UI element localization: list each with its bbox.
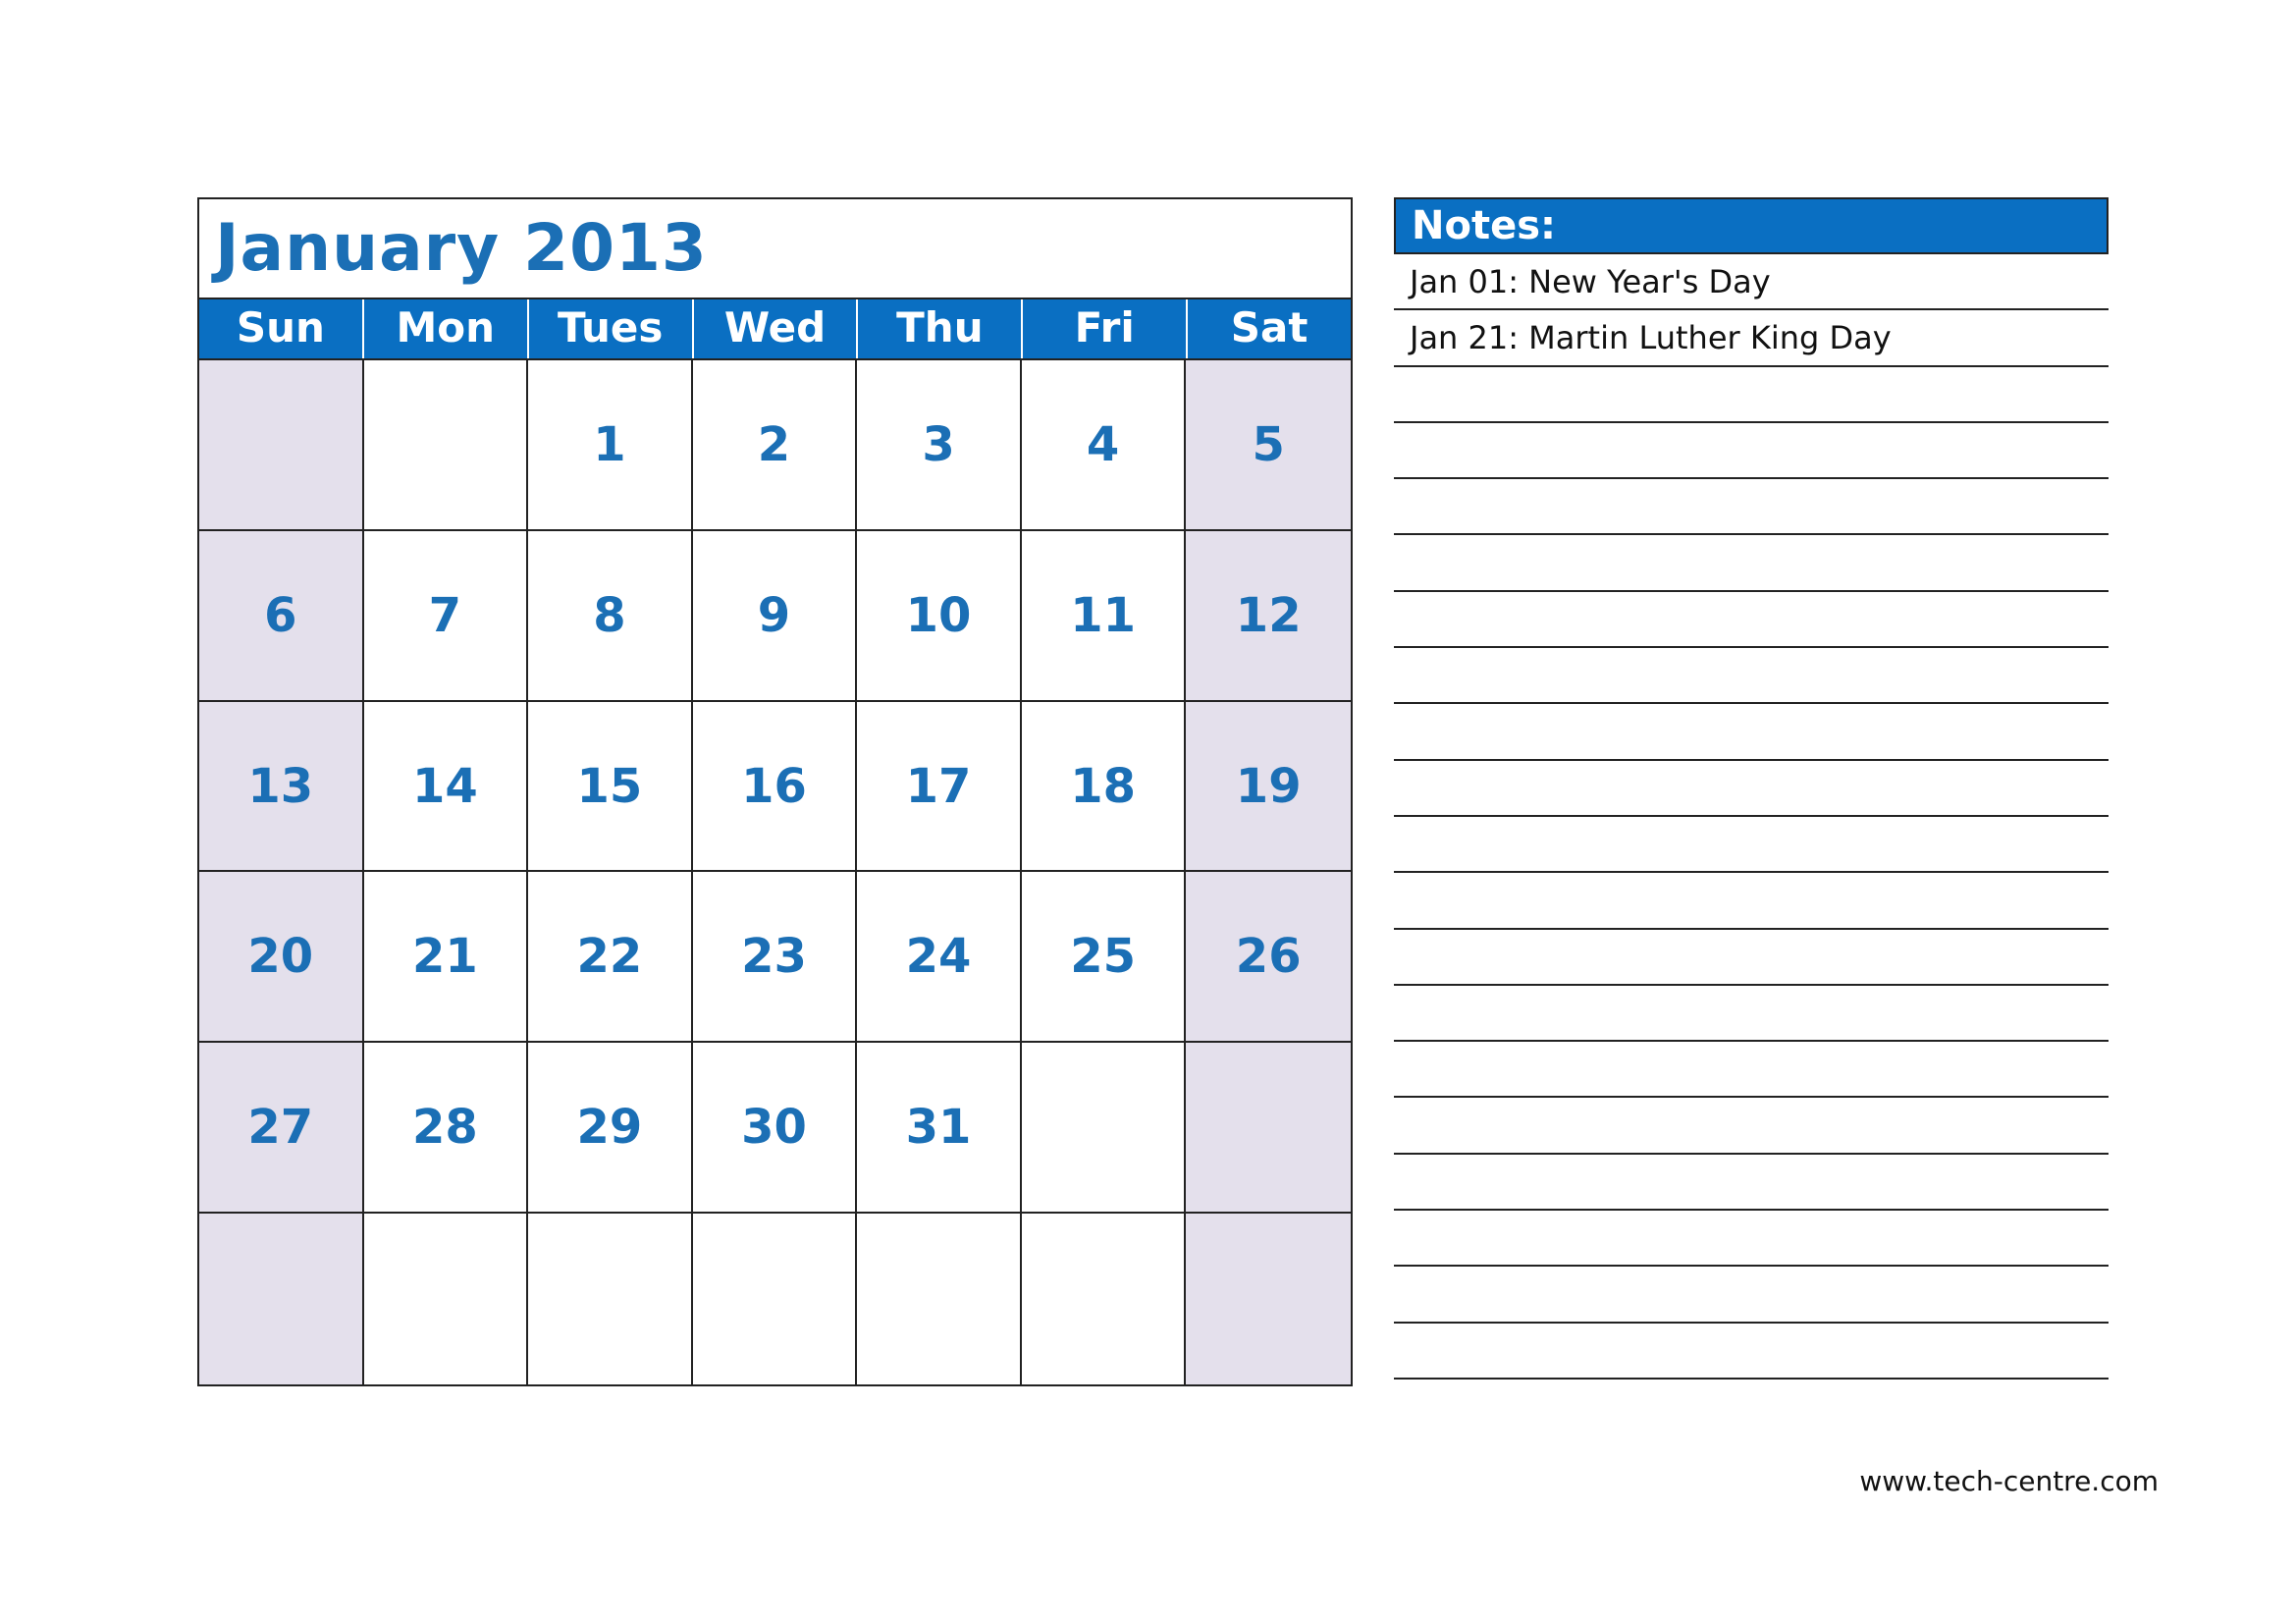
- note-blank-line[interactable]: [1394, 592, 2109, 648]
- empty-day-cell[interactable]: [1022, 1043, 1187, 1214]
- empty-day-cell[interactable]: [199, 1214, 364, 1384]
- day-cell-8[interactable]: 8: [528, 531, 693, 702]
- weekday-header-mon: Mon: [364, 299, 529, 358]
- note-blank-line[interactable]: [1394, 1042, 2109, 1098]
- day-cell-2[interactable]: 2: [693, 360, 858, 531]
- note-blank-line[interactable]: [1394, 1211, 2109, 1267]
- note-blank-line[interactable]: [1394, 648, 2109, 704]
- day-cell-9[interactable]: 9: [693, 531, 858, 702]
- empty-day-cell[interactable]: [1186, 1043, 1351, 1214]
- day-cell-17[interactable]: 17: [857, 702, 1022, 873]
- calendar: [197, 197, 1353, 1386]
- empty-day-cell[interactable]: [199, 360, 364, 531]
- empty-day-cell[interactable]: [1186, 1214, 1351, 1384]
- empty-day-cell[interactable]: [1022, 1214, 1187, 1384]
- note-blank-line[interactable]: [1394, 367, 2109, 423]
- notes-header: Notes:: [1394, 197, 2109, 254]
- day-cell-21[interactable]: 21: [364, 872, 529, 1043]
- empty-day-cell[interactable]: [857, 1214, 1022, 1384]
- day-cell-23[interactable]: 23: [693, 872, 858, 1043]
- day-cell-30[interactable]: 30: [693, 1043, 858, 1214]
- weekday-header-fri: Fri: [1023, 299, 1188, 358]
- day-cell-20[interactable]: 20: [199, 872, 364, 1043]
- note-blank-line[interactable]: [1394, 873, 2109, 929]
- day-cell-16[interactable]: 16: [693, 702, 858, 873]
- note-blank-line[interactable]: [1394, 1155, 2109, 1211]
- calendar-grid: [199, 360, 1351, 1384]
- day-cell-18[interactable]: 18: [1022, 702, 1187, 873]
- note-blank-line[interactable]: [1394, 930, 2109, 986]
- empty-day-cell[interactable]: [693, 1214, 858, 1384]
- day-cell-14[interactable]: 14: [364, 702, 529, 873]
- empty-day-cell[interactable]: [528, 1214, 693, 1384]
- weekday-header-tues: Tues: [529, 299, 694, 358]
- calendar-title: January 2013: [215, 210, 708, 286]
- day-cell-26[interactable]: 26: [1186, 872, 1351, 1043]
- note-blank-line[interactable]: [1394, 761, 2109, 817]
- day-cell-15[interactable]: 15: [528, 702, 693, 873]
- day-cell-12[interactable]: 12: [1186, 531, 1351, 702]
- weekday-header-sun: Sun: [199, 299, 364, 358]
- day-cell-28[interactable]: 28: [364, 1043, 529, 1214]
- day-cell-4[interactable]: 4: [1022, 360, 1187, 531]
- day-cell-7[interactable]: 7: [364, 531, 529, 702]
- day-cell-24[interactable]: 24: [857, 872, 1022, 1043]
- note-blank-line[interactable]: [1394, 423, 2109, 479]
- weekday-header-thu: Thu: [858, 299, 1023, 358]
- note-blank-line[interactable]: [1394, 986, 2109, 1042]
- day-cell-29[interactable]: 29: [528, 1043, 693, 1214]
- note-entry[interactable]: Jan 21: Martin Luther King Day: [1394, 310, 2109, 366]
- day-cell-5[interactable]: 5: [1186, 360, 1351, 531]
- day-cell-3[interactable]: 3: [857, 360, 1022, 531]
- note-blank-line[interactable]: [1394, 1267, 2109, 1323]
- note-blank-line[interactable]: [1394, 1324, 2109, 1380]
- day-cell-19[interactable]: 19: [1186, 702, 1351, 873]
- day-cell-27[interactable]: 27: [199, 1043, 364, 1214]
- day-cell-25[interactable]: 25: [1022, 872, 1187, 1043]
- note-entry[interactable]: Jan 01: New Year's Day: [1394, 254, 2109, 310]
- notes-panel: [1394, 197, 2109, 1380]
- day-cell-31[interactable]: 31: [857, 1043, 1022, 1214]
- day-cell-1[interactable]: 1: [528, 360, 693, 531]
- day-cell-13[interactable]: 13: [199, 702, 364, 873]
- note-blank-line[interactable]: [1394, 479, 2109, 535]
- notes-lines: [1394, 254, 2109, 1380]
- footer-url: www.tech-centre.com: [1859, 1465, 2159, 1497]
- weekday-header-sat: Sat: [1230, 303, 1308, 352]
- day-cell-6[interactable]: 6: [199, 531, 364, 702]
- note-blank-line[interactable]: [1394, 535, 2109, 591]
- day-cell-10[interactable]: 10: [857, 531, 1022, 702]
- note-blank-line[interactable]: [1394, 704, 2109, 760]
- empty-day-cell[interactable]: [364, 360, 529, 531]
- weekday-header-wed: Wed: [694, 299, 859, 358]
- note-blank-line[interactable]: [1394, 1098, 2109, 1154]
- empty-day-cell[interactable]: [364, 1214, 529, 1384]
- day-cell-11[interactable]: 11: [1022, 531, 1187, 702]
- note-blank-line[interactable]: [1394, 817, 2109, 873]
- weekday-header-row: [199, 298, 1351, 360]
- day-cell-22[interactable]: 22: [528, 872, 693, 1043]
